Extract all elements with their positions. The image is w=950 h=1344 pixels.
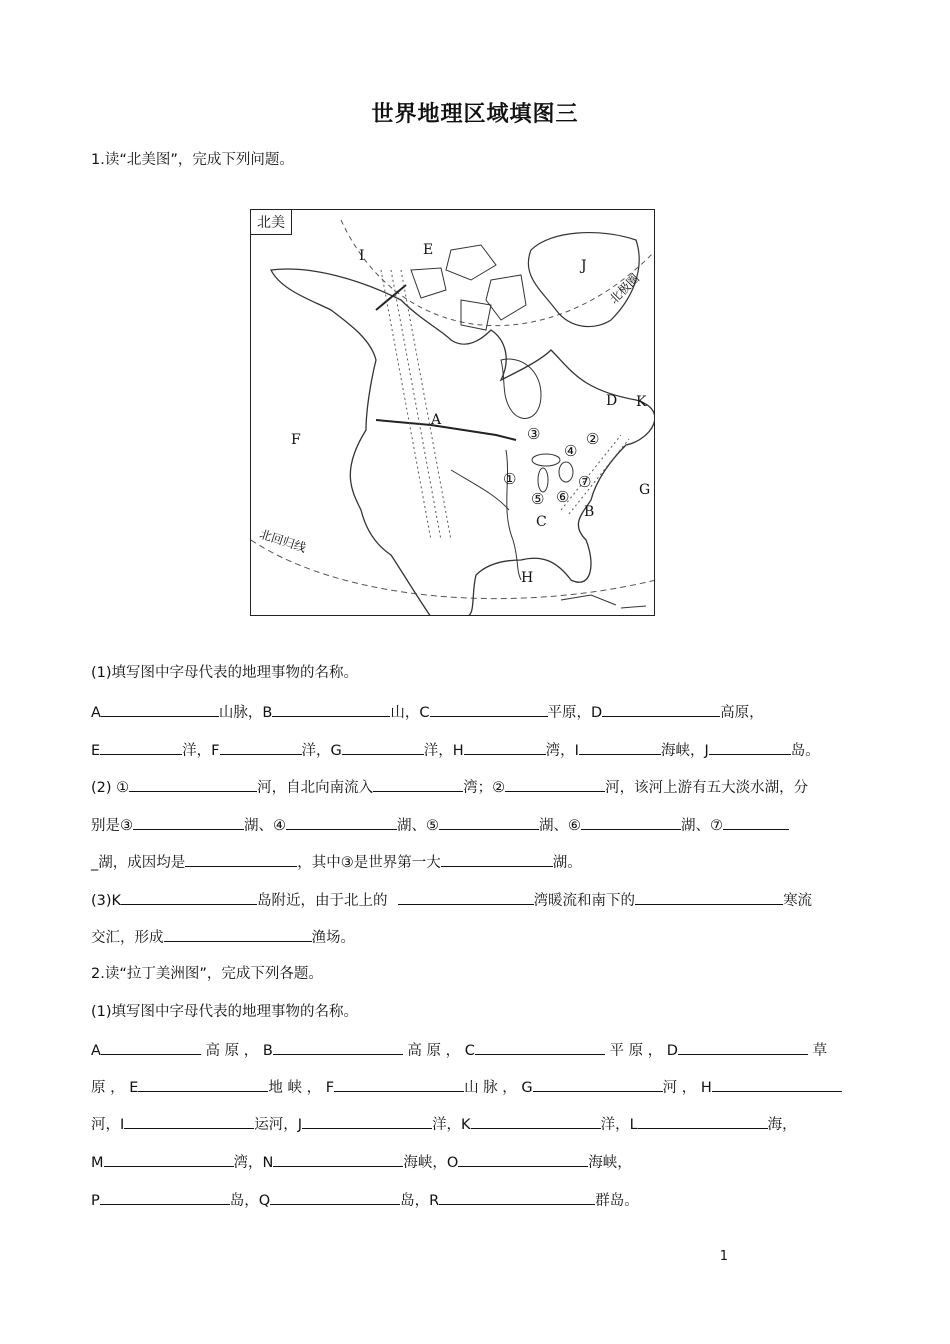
p2-lake-label-4: 湖、④ [244, 818, 286, 834]
blank-q2-F[interactable] [334, 1077, 464, 1092]
blank-I[interactable] [579, 740, 661, 755]
q2-label-Q: 岛，Q [229, 1193, 271, 1209]
p2-lake-label-5: 湖、⑤ [397, 818, 439, 834]
blank-label-E: E [91, 743, 101, 759]
map-title: 北美 [251, 210, 292, 235]
q2-label-F: 地 峡 ， F [268, 1080, 335, 1096]
blank-lake-4[interactable] [286, 815, 397, 830]
q2-label-L: 洋，L [600, 1117, 638, 1133]
blank-lake-5[interactable] [439, 815, 539, 830]
q2-label-H: 河 ， H [662, 1080, 712, 1096]
page-number: 1 [719, 1249, 728, 1264]
blank-fishery[interactable] [164, 927, 312, 942]
blank-q2-A[interactable] [101, 1040, 201, 1055]
q2-label-P: P [91, 1193, 100, 1209]
blank-F[interactable] [220, 740, 302, 755]
arctic-circle-label: 北极圈 [606, 271, 643, 307]
q2-line5 [91, 1190, 861, 1211]
p2-cause-label: _湖，成因均是 [91, 855, 186, 871]
question-2-intro: 2.读“拉丁美洲图”，完成下列各题。 [91, 966, 323, 982]
q1-part3-line1 [91, 890, 861, 911]
map-label-E: E [423, 242, 434, 258]
q2-label-grass: 草 [812, 1043, 828, 1059]
blank-label-end2: 岛。 [790, 743, 820, 759]
map-label-D: D [606, 393, 618, 409]
map-label-I: I [359, 248, 365, 264]
blank-cold-current[interactable] [635, 890, 783, 905]
blank-label-D: 平原，D [547, 705, 603, 721]
p2-largest-label: ，其中③是世界第一大 [297, 855, 441, 871]
blank-largest-lake[interactable] [441, 852, 553, 867]
blank-river-2[interactable] [505, 777, 605, 792]
q1-part2-line1 [91, 777, 861, 798]
q2-label-sea: 海， [767, 1117, 797, 1133]
blank-q2-C[interactable] [475, 1040, 605, 1055]
p2-label-4: 河，该河上游有五大淡水湖，分 [605, 780, 809, 796]
map-label-B: B [584, 504, 595, 520]
q2-label-J: 运河，J [254, 1117, 303, 1133]
map-label-K: K [636, 394, 647, 410]
map-circle-5: ⑤ [531, 490, 545, 508]
blank-H[interactable] [464, 740, 546, 755]
map-label-G: G [639, 482, 651, 498]
q2-label-D: 平 原 ， D [609, 1043, 678, 1059]
p2-lake-label-3: 别是③ [91, 818, 133, 834]
blank-gulf[interactable] [373, 777, 463, 792]
blank-D[interactable] [602, 702, 720, 717]
q2-label-N: 湾，N [233, 1155, 274, 1171]
blank-E[interactable] [100, 740, 182, 755]
blank-label-I: 湾，I [545, 743, 579, 759]
p2-lake-label-6: 湖、⑥ [539, 818, 581, 834]
blank-q2-H[interactable] [712, 1077, 842, 1092]
q2-label-A: A [91, 1043, 101, 1059]
q2-label-islands: 群岛。 [595, 1193, 639, 1209]
q2-label-G: 山 脉 ， G [464, 1080, 533, 1096]
q2-label-O: 海峡，O [403, 1155, 459, 1171]
blank-q2-K[interactable] [471, 1114, 601, 1129]
blank-label-J: 海峡，J [660, 743, 709, 759]
map-drawing [251, 210, 655, 616]
blank-q2-E[interactable] [138, 1077, 268, 1092]
blank-q2-I[interactable] [124, 1114, 254, 1129]
p3-label-warm: 岛附近，由于北上的 [257, 893, 388, 909]
map-circle-6: ⑥ [556, 488, 570, 506]
blank-J[interactable] [709, 740, 791, 755]
p2-end-label: 湖。 [552, 855, 582, 871]
blank-A[interactable] [101, 702, 219, 717]
question-1-intro: 1.读“北美图”，完成下列问题。 [91, 152, 294, 168]
p2-label-3: 湾；② [463, 780, 506, 796]
q2-label-I: 河，I [91, 1117, 125, 1133]
page-title: 世界地理区域填图三 [371, 102, 579, 127]
q1-part3-line2 [91, 927, 861, 948]
blank-q2-N[interactable] [273, 1152, 403, 1167]
blank-label-end: 高原， [720, 705, 764, 721]
blank-q2-B[interactable] [273, 1040, 403, 1055]
q1-part1-line1 [91, 702, 861, 723]
q2-line1 [91, 1040, 861, 1061]
blank-C[interactable] [430, 702, 548, 717]
map-label-C: C [536, 514, 547, 530]
blank-cause[interactable] [185, 852, 297, 867]
map-label-F: F [291, 432, 301, 448]
tropic-label: 北回归线 [257, 526, 308, 556]
map-label-A: A [431, 412, 442, 428]
blank-lake-3[interactable] [133, 815, 244, 830]
blank-B[interactable] [272, 702, 390, 717]
blank-G[interactable] [342, 740, 424, 755]
p3-label-end: 寒流 [783, 893, 813, 909]
q2-label-K: 洋，K [432, 1117, 471, 1133]
p3-label-K: (3)K [91, 893, 122, 909]
blank-q2-Q[interactable] [270, 1190, 400, 1205]
blank-q2-P[interactable] [100, 1190, 230, 1205]
blank-river-1[interactable] [129, 777, 257, 792]
q2-label-R: 岛，R [400, 1193, 440, 1209]
blank-q2-O[interactable] [458, 1152, 588, 1167]
blank-q2-G[interactable] [533, 1077, 663, 1092]
blank-lake-6[interactable] [581, 815, 681, 830]
blank-label-A: A [91, 705, 101, 721]
blank-q2-D[interactable] [678, 1040, 808, 1055]
map-circle-7: ⑦ [578, 473, 592, 491]
q2-label-E: 原 ， E [91, 1080, 139, 1096]
map-circle-1: ① [503, 470, 517, 488]
p2-lake-label-7: 湖、⑦ [681, 818, 723, 834]
blank-label-C: 山，C [390, 705, 430, 721]
q2-label-strait: 海峡， [588, 1155, 632, 1171]
map-circle-3: ③ [527, 425, 541, 443]
p3-label-cold: 湾暖流和南下的 [533, 893, 636, 909]
q2-line4 [91, 1152, 861, 1173]
q2-line2 [91, 1077, 861, 1098]
blank-label-F: 洋，F [182, 743, 220, 759]
blank-label-G: 洋，G [301, 743, 342, 759]
blank-q2-M[interactable] [104, 1152, 234, 1167]
p2-label-2: 河，自北向南流入 [257, 780, 374, 796]
q1-part2-line3 [91, 852, 861, 873]
q2-label-C: 高 原 ， C [407, 1043, 475, 1059]
blank-label-H: 洋，H [423, 743, 464, 759]
blank-warm-current[interactable] [398, 890, 534, 905]
map-label-H: H [521, 570, 534, 586]
q1-part2-line2 [91, 815, 861, 836]
blank-label-B: 山脉，B [218, 705, 273, 721]
p3-label-form: 交汇，形成 [91, 930, 164, 946]
north-america-map [250, 209, 655, 616]
p2-label-1: (2) ① [91, 780, 130, 796]
map-label-J: J [581, 258, 587, 274]
map-circle-2: ② [586, 430, 600, 448]
blank-q2-L[interactable] [638, 1114, 768, 1129]
map-circle-4: ④ [564, 442, 578, 460]
q2-part1-heading: (1)填写图中字母代表的地理事物的名称。 [91, 1004, 359, 1020]
p3-label-fishery: 渔场。 [311, 930, 355, 946]
q1-part1-heading: (1)填写图中字母代表的地理事物的名称。 [91, 665, 359, 681]
q2-label-B: 高 原 ， B [205, 1043, 273, 1059]
blank-q2-R[interactable] [439, 1190, 595, 1205]
blank-lake-7[interactable] [723, 815, 789, 830]
blank-island-K[interactable] [121, 890, 257, 905]
q1-part1-line2 [91, 740, 861, 761]
q2-label-M: M [91, 1155, 104, 1171]
blank-q2-J[interactable] [302, 1114, 432, 1129]
q2-line3 [91, 1114, 861, 1135]
